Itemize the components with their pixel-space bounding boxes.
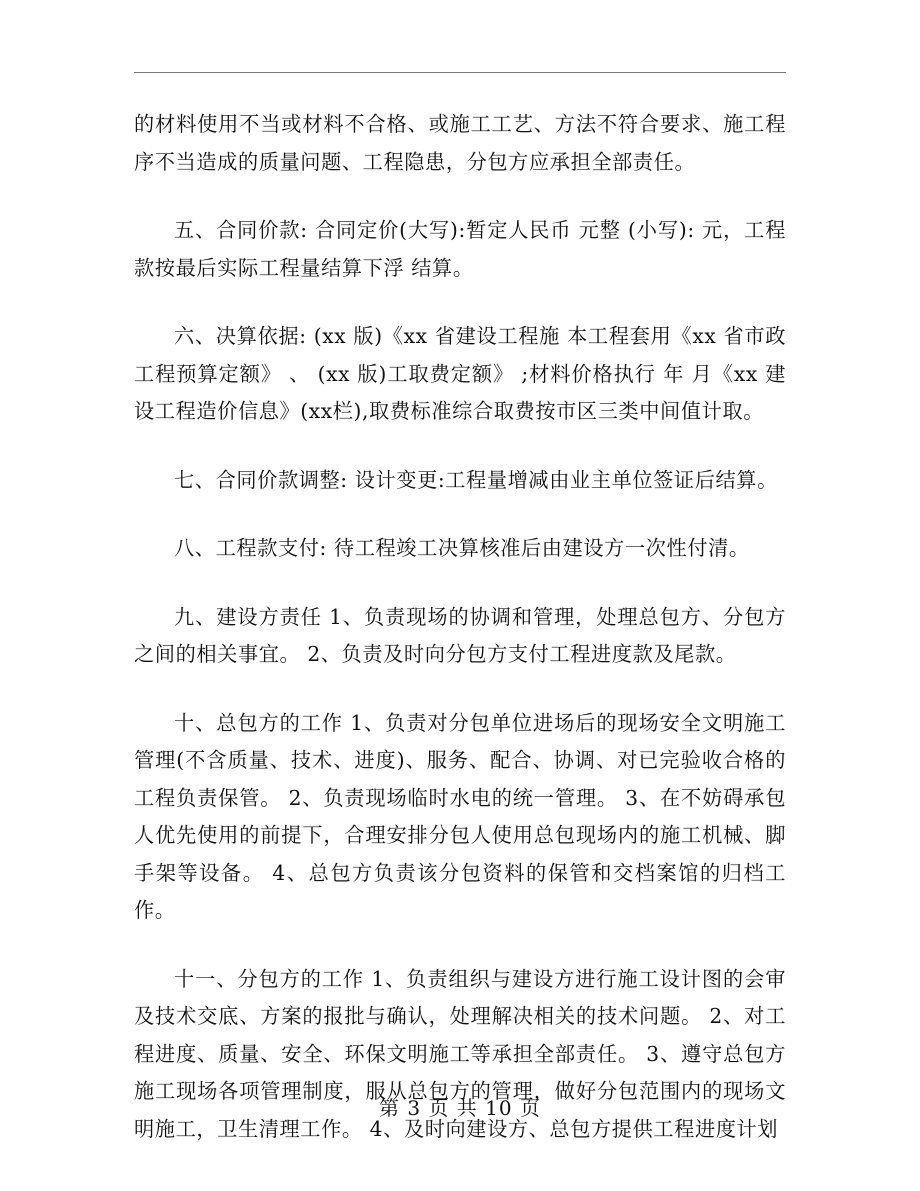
paragraph-payment: 八、工程款支付: 待工程竣工决算核准后由建设方一次性付清。 — [174, 536, 750, 560]
paragraph-settlement-basis: 六、决算依据: (xx 版)《xx 省建设工程施 本工程套用《xx 省市政工程预算定额》 、 (xx 版)工取费定额》 ;材料价格执行 年 月《xx 建设工程造价信息》(xx栏),取费标准综合取费按市区三类中间值计取。 — [134, 324, 786, 423]
document-body — [134, 106, 786, 1148]
paragraph-owner-responsibility: 九、建设方责任 1、负责现场的协调和管理，处理总包方、分包方之间的相关事宜。 2、负责及时向分包方支付工程进度款及尾款。 — [134, 604, 786, 666]
header-rule — [134, 72, 786, 73]
page-number-footer: 第 3 页 共 10 页 — [379, 1096, 541, 1120]
paragraph-price-adjustment: 七、合同价款调整: 设计变更:工程量增减由业主单位签证后结算。 — [174, 467, 778, 492]
paragraph-continuation: 的材料使用不当或材料不合格、或施工工艺、方法不符合要求、施工程序不当造成的质量问题、工程隐患，分包方应承担全部责任。 — [134, 112, 786, 174]
paragraph-general-contractor-work: 十、总包方的工作 1、负责对分包单位进场后的现场安全文明施工管理(不含质量、技术、进度)、服务、配合、协调、对已完验收合格的工程负责保管。 2、负责现场临时水电的统一管理。 3、在不妨碍承包人优先使用的前提下，合理安排分包人使用总包现场内的施工机械、脚手架等设备。 4、总包方负责该分包资料的保管和交档案馆的归档工作。 — [134, 710, 786, 922]
paragraph-contract-price: 五、合同价款: 合同定价(大写):暂定人民币 元整 (小写): 元，工程款按最后实际工程量结算下浮 结算。 — [134, 218, 786, 280]
paragraph-subcontractor-work: 十一、分包方的工作 1、负责组织与建设方进行施工设计图的会审及技术交底、方案的报批与确认，处理解决相关的技术问题。 2、对工程进度、质量、安全、环保文明施工等承担全部责任。 3、遵守总包方施工现场各项管理制度，服从总包方的管理，做好分包范围内的现场文明施工，卫生清理工作。 4、及时向建设方、总包方提供工程进度计划 — [134, 966, 786, 1141]
